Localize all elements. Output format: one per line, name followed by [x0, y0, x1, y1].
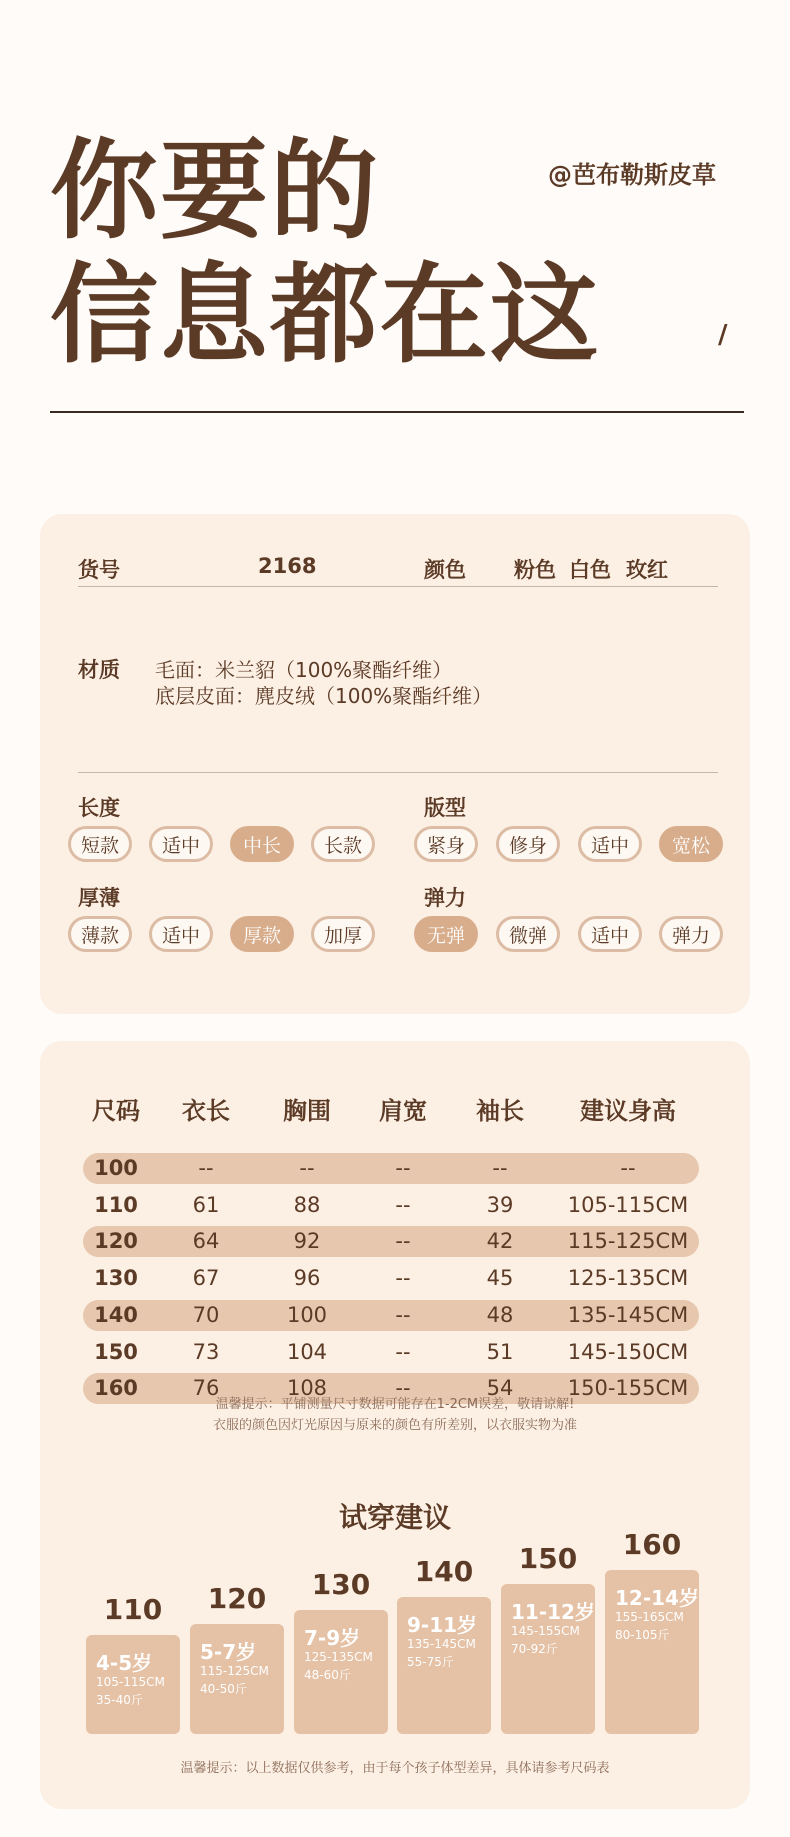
table-cell: 150	[94, 1339, 138, 1364]
fit-height: 145-155CM	[511, 1624, 580, 1638]
table-cell: 145-150CM	[567, 1339, 689, 1364]
fit-bar	[501, 1584, 595, 1734]
table-row	[83, 1190, 699, 1221]
table-cell: 64	[192, 1229, 220, 1254]
table-row	[83, 1300, 699, 1331]
fit-bar	[294, 1610, 388, 1734]
attribute-option-pill: 无弹	[414, 916, 478, 952]
attribute-option-pill: 短款	[68, 826, 132, 862]
product-info-card	[40, 514, 750, 1014]
table-cell: 100	[286, 1302, 328, 1327]
fit-size-number: 140	[414, 1555, 474, 1588]
material-line: 底层皮面：麂皮绒（100%聚酯纤维）	[155, 684, 493, 708]
fit-bar	[190, 1624, 284, 1734]
fit-size-number: 120	[207, 1582, 267, 1615]
fit-size-number: 160	[622, 1528, 682, 1561]
item-no-label: 货号	[78, 558, 120, 582]
table-cell: 140	[94, 1302, 138, 1327]
fit-size-number: 110	[103, 1593, 163, 1626]
table-row	[83, 1263, 699, 1294]
table-cell: 110	[94, 1192, 138, 1217]
fit-weight: 35-40斤	[96, 1693, 143, 1707]
table-note: 温馨提示：平铺测量尺寸数据可能存在1-2CM误差，敬请谅解!	[215, 1397, 575, 1412]
fit-footer-note: 温馨提示：以上数据仅供参考，由于每个孩子体型差异，具体请参考尺码表	[180, 1761, 610, 1776]
table-cell: 54	[486, 1376, 514, 1401]
table-cell: 61	[192, 1192, 220, 1217]
table-cell: 70	[192, 1302, 220, 1327]
table-cell: 120	[94, 1229, 138, 1254]
table-cell: 73	[192, 1339, 220, 1364]
attribute-option-pill: 紧身	[414, 826, 478, 862]
info-divider	[78, 586, 718, 587]
fit-weight: 70-92斤	[511, 1642, 558, 1656]
item-no-value: 2168	[258, 554, 317, 578]
table-cell: 125-135CM	[567, 1266, 689, 1291]
table-cell: --	[395, 1302, 411, 1327]
fit-weight: 40-50斤	[200, 1682, 247, 1696]
fit-weight: 80-105斤	[615, 1628, 670, 1642]
table-cell: 108	[286, 1376, 328, 1401]
table-row	[83, 1153, 699, 1184]
fit-height: 125-135CM	[304, 1650, 373, 1664]
table-cell: --	[198, 1156, 214, 1180]
attribute-label: 长度	[78, 796, 120, 820]
table-cell: 45	[486, 1266, 514, 1291]
table-cell: 104	[286, 1339, 328, 1364]
table-cell: --	[492, 1156, 508, 1180]
table-cell: --	[620, 1156, 636, 1180]
attribute-label: 版型	[424, 796, 466, 820]
page-title-line1: 你要的	[50, 129, 381, 254]
table-header-cell: 建议身高	[580, 1097, 676, 1125]
table-header-cell: 胸围	[283, 1097, 331, 1125]
attribute-option-pill: 长款	[311, 826, 375, 862]
table-cell: --	[395, 1192, 411, 1217]
table-cell: --	[395, 1339, 411, 1364]
attribute-option-pill: 修身	[496, 826, 560, 862]
table-row	[83, 1337, 699, 1368]
table-row	[83, 1226, 699, 1257]
attribute-option-pill: 厚款	[230, 916, 294, 952]
page-title-line2: 信息都在这	[50, 253, 601, 378]
table-cell: 48	[486, 1302, 514, 1327]
table-cell: 115-125CM	[567, 1229, 689, 1254]
header-divider	[50, 411, 744, 413]
attribute-label: 弹力	[424, 886, 466, 910]
fit-height: 105-115CM	[96, 1675, 165, 1689]
table-note: 衣服的颜色因灯光原因与原来的颜色有所差别，以衣服实物为准	[212, 1418, 577, 1433]
attribute-option-pill: 中长	[230, 826, 294, 862]
fit-weight: 48-60斤	[304, 1668, 351, 1682]
fit-bar	[397, 1597, 491, 1734]
color-label: 颜色	[424, 558, 466, 582]
table-cell: 39	[486, 1192, 514, 1217]
color-option: 白色	[569, 558, 611, 582]
fit-height: 115-125CM	[200, 1664, 269, 1678]
table-cell: 160	[94, 1376, 138, 1401]
attribute-option-pill: 微弹	[496, 916, 560, 952]
table-cell: 130	[94, 1266, 138, 1291]
fit-age: 4-5岁	[96, 1651, 153, 1675]
info-divider	[78, 772, 718, 773]
attribute-option-pill: 加厚	[311, 916, 375, 952]
fit-height: 155-165CM	[615, 1610, 684, 1624]
attribute-option-pill: 弹力	[659, 916, 723, 952]
fit-age: 9-11岁	[407, 1613, 478, 1637]
fit-bar	[605, 1570, 699, 1734]
attribute-option-pill: 适中	[578, 826, 642, 862]
table-cell: 135-145CM	[567, 1302, 689, 1327]
table-cell: 67	[192, 1266, 220, 1291]
attribute-option-pill: 适中	[149, 916, 213, 952]
table-cell: 76	[192, 1376, 220, 1401]
fit-height: 135-145CM	[407, 1637, 476, 1651]
attribute-option-pill: 适中	[149, 826, 213, 862]
table-cell: 100	[94, 1156, 138, 1180]
table-cell: --	[395, 1266, 411, 1291]
fit-age: 12-14岁	[615, 1586, 699, 1610]
table-cell: 88	[293, 1192, 321, 1217]
material-line: 毛面：米兰貂（100%聚酯纤维）	[155, 658, 453, 682]
slash-mark: /	[718, 320, 728, 350]
table-cell: 51	[486, 1339, 514, 1364]
table-cell: --	[395, 1376, 411, 1401]
brand-handle: @芭布勒斯皮草	[548, 161, 716, 189]
material-label: 材质	[78, 658, 120, 682]
table-cell: 150-155CM	[567, 1376, 689, 1401]
fit-age: 7-9岁	[304, 1626, 361, 1650]
table-header-cell: 袖长	[476, 1097, 524, 1125]
table-cell: 96	[293, 1266, 321, 1291]
table-cell: --	[299, 1156, 315, 1180]
attribute-label: 厚薄	[78, 886, 120, 910]
fit-size-number: 150	[518, 1542, 578, 1575]
fit-weight: 55-75斤	[407, 1655, 454, 1669]
table-header-cell: 衣长	[182, 1097, 230, 1125]
table-cell: 105-115CM	[567, 1192, 689, 1217]
color-option: 粉色	[514, 558, 556, 582]
table-cell: 42	[486, 1229, 514, 1254]
attribute-option-pill: 宽松	[659, 826, 723, 862]
fit-advice-title: 试穿建议	[338, 1501, 451, 1534]
fit-bar	[86, 1635, 180, 1734]
table-cell: 92	[293, 1229, 321, 1254]
size-card	[40, 1041, 750, 1809]
fit-size-number: 130	[311, 1568, 371, 1601]
table-cell: --	[395, 1156, 411, 1180]
color-option: 玫红	[626, 558, 668, 582]
fit-age: 11-12岁	[511, 1600, 595, 1624]
table-header-cell: 肩宽	[379, 1097, 427, 1125]
attribute-option-pill: 适中	[578, 916, 642, 952]
fit-age: 5-7岁	[200, 1640, 257, 1664]
table-header-cell: 尺码	[92, 1097, 140, 1125]
table-cell: --	[395, 1229, 411, 1254]
attribute-option-pill: 薄款	[68, 916, 132, 952]
